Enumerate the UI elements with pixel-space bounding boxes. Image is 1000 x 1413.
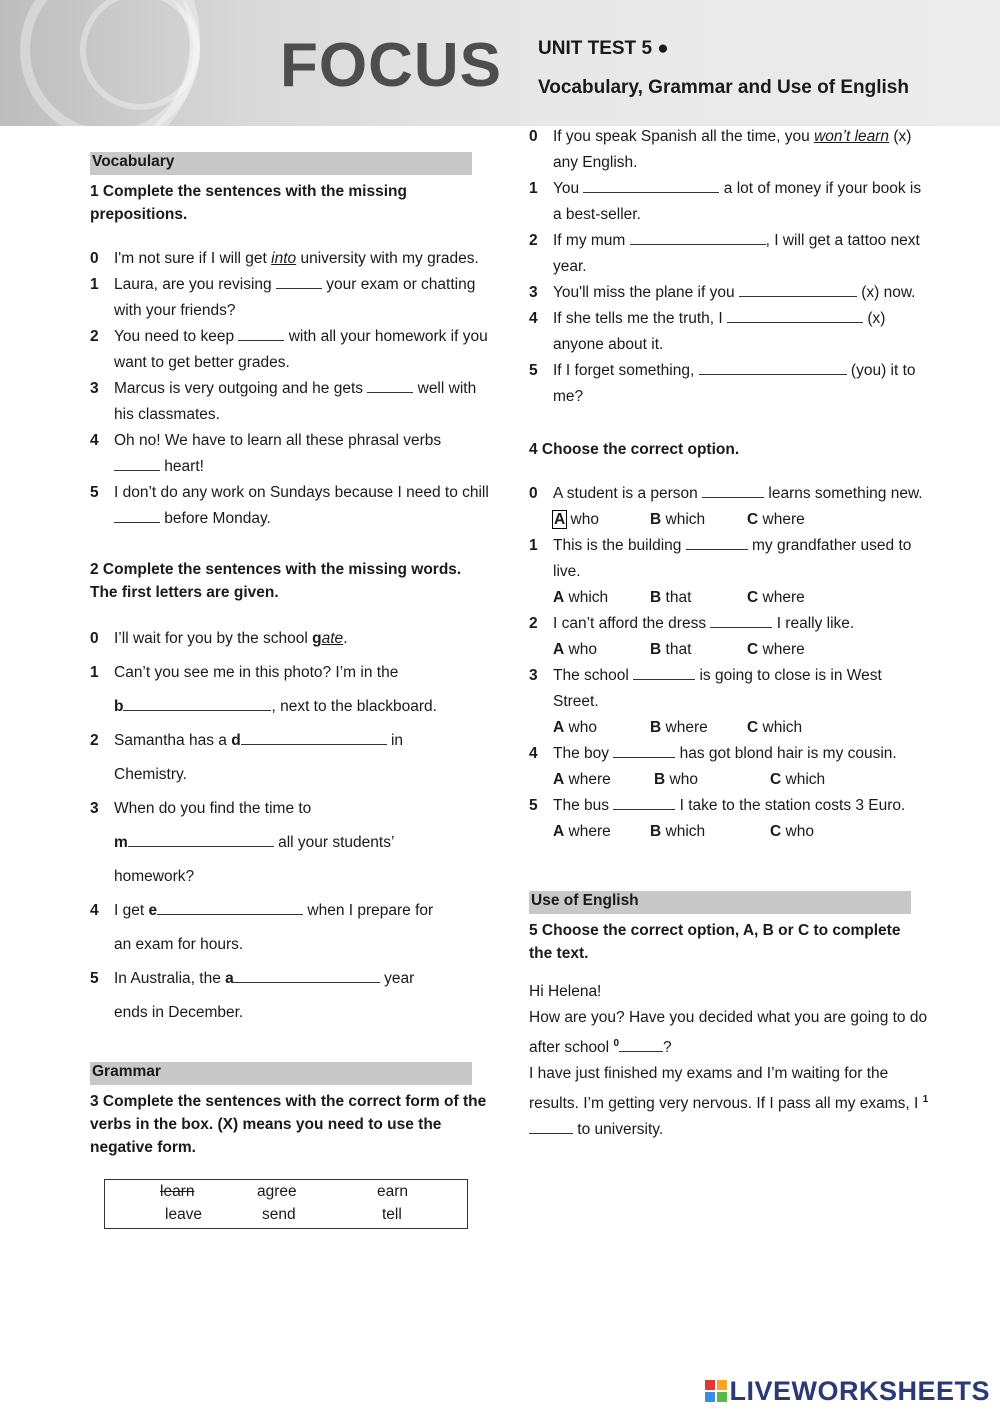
list-item — [90, 724, 490, 792]
answer-blank[interactable] — [114, 455, 160, 471]
option-c[interactable]: C where — [747, 641, 805, 658]
option-b[interactable]: B that — [650, 641, 692, 658]
item-text: Laura, are you revising — [114, 276, 276, 293]
item-text: in — [386, 732, 404, 749]
list-item — [529, 741, 929, 767]
page-subtitle: Vocabulary, Grammar and Use of English — [538, 77, 909, 98]
list-item — [529, 176, 929, 228]
item-text: Oh no! We have to learn all these phrasal verbs — [114, 432, 442, 449]
letter-paragraph — [529, 1061, 929, 1143]
task4-instruction: 4 Choose the correct option. — [529, 441, 740, 458]
answer-blank[interactable] — [702, 482, 764, 498]
answer-blank[interactable] — [367, 377, 413, 393]
item-number: 3 — [529, 667, 538, 684]
letter-text — [529, 979, 929, 1143]
list-item — [90, 376, 490, 428]
list-item — [90, 246, 490, 272]
options-row — [529, 585, 929, 611]
item-text: your exam or chatting with your friends? — [114, 276, 476, 319]
answer-blank[interactable] — [238, 325, 284, 341]
item-text: learns something new. — [764, 485, 923, 502]
answer-blank[interactable] — [241, 729, 387, 745]
task5-instruction: 5 Choose the correct option, A, B or C to complete the text. — [529, 922, 901, 962]
letter-paragraph — [529, 1005, 929, 1061]
task3-list — [529, 124, 929, 410]
answer-blank[interactable] — [727, 307, 863, 323]
item-text: Chemistry. — [114, 766, 187, 783]
box-word: agree — [257, 1183, 297, 1200]
section-heading-use-of-english: Use of English — [529, 891, 911, 914]
option-b[interactable]: B which — [650, 823, 706, 840]
item-number: 4 — [90, 902, 99, 919]
box-word: leave — [165, 1206, 203, 1223]
options-row — [529, 767, 929, 793]
unit-title: UNIT TEST 5 ● — [538, 38, 669, 59]
option-a[interactable]: A who — [554, 511, 599, 528]
answer-blank[interactable] — [529, 1118, 573, 1134]
answer-blank[interactable] — [128, 831, 274, 847]
option-b[interactable]: B that — [650, 589, 692, 606]
item-number: 4 — [90, 432, 99, 449]
item-text: If she tells me the truth, I — [553, 310, 728, 327]
item-number: 0 — [529, 485, 538, 502]
list-item — [529, 481, 929, 507]
right-column — [529, 124, 929, 1143]
word-box — [104, 1179, 468, 1229]
item-number: 3 — [90, 380, 99, 397]
example-answer: won’t learn — [814, 128, 890, 145]
list-item — [529, 280, 929, 306]
answer-blank[interactable] — [633, 664, 695, 680]
item-text: The bus — [553, 797, 614, 814]
task4-list — [529, 481, 929, 845]
logo-text: LIVEWORKSHEETS — [729, 1376, 990, 1406]
item-number: 3 — [90, 800, 99, 817]
liveworksheets-icon — [705, 1380, 727, 1402]
item-text: (x) now. — [856, 284, 916, 301]
item-number: 0 — [90, 250, 99, 267]
gap-number: 0 — [613, 1038, 619, 1049]
list-item — [90, 622, 490, 656]
item-text: ends in December. — [114, 1004, 244, 1021]
item-number: 5 — [529, 797, 538, 814]
example-answer: ate — [321, 630, 344, 647]
item-text: before Monday. — [160, 510, 271, 527]
item-text: I really like. — [772, 615, 855, 632]
item-number: 5 — [529, 362, 538, 379]
item-text: This is the building — [553, 537, 686, 554]
answer-blank[interactable] — [157, 899, 303, 915]
answer-blank[interactable] — [686, 534, 748, 550]
task1-list — [90, 246, 490, 532]
first-letter: e — [148, 902, 158, 919]
item-text: an exam for hours. — [114, 936, 244, 953]
item-number: 0 — [529, 128, 538, 145]
item-text: a lot of money if your book is a best-seller. — [553, 180, 922, 223]
box-word: tell — [382, 1206, 402, 1223]
item-text: when I prepare for — [303, 902, 434, 919]
options-row — [529, 819, 929, 845]
list-item — [90, 894, 490, 962]
list-item — [90, 324, 490, 376]
gap-number: 1 — [922, 1094, 929, 1106]
section-heading-vocabulary: Vocabulary — [90, 152, 472, 175]
item-text: I don’t do any work on Sundays because I need to chill — [114, 484, 489, 501]
item-number: 1 — [529, 537, 538, 554]
item-number: 1 — [90, 664, 99, 681]
item-text: university with my grades. — [296, 250, 479, 267]
item-text: (you) it to me? — [553, 362, 916, 405]
answer-blank[interactable] — [619, 1036, 663, 1052]
example-answer: into — [271, 250, 297, 267]
answer-blank[interactable] — [114, 507, 160, 523]
item-text: I take to the station costs 3 Euro. — [675, 797, 906, 814]
option-b[interactable]: B which — [650, 511, 706, 528]
item-text: heart! — [160, 458, 204, 475]
item-text: year — [379, 970, 415, 987]
item-text: If my mum — [553, 232, 630, 249]
item-text: You'll miss the plane if you — [553, 284, 739, 301]
item-text: I'm not sure if I will get — [114, 250, 272, 267]
box-word: learn — [160, 1183, 195, 1200]
item-number: 1 — [90, 276, 99, 293]
item-text: I can’t afford the dress — [553, 615, 711, 632]
option-a[interactable]: A where — [553, 823, 611, 840]
item-text: all your students’ — [273, 834, 395, 851]
answer-blank[interactable] — [613, 742, 675, 758]
answer-blank[interactable] — [123, 695, 271, 711]
letter-text-segment: I have just finished my exams and I’m waiting for the results. I’m getting very nervous. If I pass all my exams, I — [529, 1065, 923, 1113]
item-text: The boy — [553, 745, 614, 762]
task1-instruction: 1 Complete the sentences with the missing prepositions. — [90, 183, 407, 223]
item-number: 5 — [90, 970, 99, 987]
task3-instruction: 3 Complete the sentences with the correct form of the verbs in the box. (X) means you need to use the negative form. — [90, 1093, 487, 1156]
item-text: Marcus is very outgoing and he gets — [114, 380, 368, 397]
option-c[interactable]: C where — [747, 511, 805, 528]
option-b[interactable]: B who — [654, 771, 698, 788]
item-text: When do you find the time to — [114, 800, 312, 817]
first-letter: b — [114, 698, 124, 715]
first-letter: a — [225, 970, 234, 987]
answer-blank[interactable] — [710, 612, 772, 628]
first-letter: g — [312, 630, 322, 647]
list-item — [90, 272, 490, 324]
answer-blank[interactable] — [234, 967, 380, 983]
item-text: (x) anyone about it. — [553, 310, 886, 353]
item-number: 4 — [529, 745, 538, 762]
item-text: Samantha has a — [114, 732, 232, 749]
task2-instruction: 2 Complete the sentences with the missing words. The first letters are given. — [90, 561, 462, 601]
option-a[interactable]: A where — [553, 771, 611, 788]
item-text: The school — [553, 667, 634, 684]
item-text: has got blond hair is my cousin. — [675, 745, 897, 762]
answer-blank[interactable] — [739, 281, 857, 297]
box-word: send — [262, 1206, 296, 1223]
option-b[interactable]: B where — [650, 719, 708, 736]
option-c[interactable]: C which — [747, 719, 803, 736]
item-number: 1 — [529, 180, 538, 197]
options-row — [529, 637, 929, 663]
options-row — [529, 715, 929, 741]
item-number: 0 — [90, 630, 99, 647]
item-number: 3 — [529, 284, 538, 301]
answer-blank[interactable] — [630, 229, 766, 245]
answer-blank[interactable] — [699, 359, 847, 375]
item-text: A student is a person — [553, 485, 703, 502]
item-text: You need to keep — [114, 328, 239, 345]
left-column — [90, 152, 490, 1229]
brand-logo: FOCUS — [280, 31, 502, 100]
first-letter: d — [231, 732, 241, 749]
item-text: . — [343, 630, 348, 647]
item-text: Can’t you see me in this photo? I’m in the — [114, 664, 399, 681]
item-text: I get — [114, 902, 149, 919]
page-header — [0, 0, 1000, 126]
item-text: You — [553, 180, 584, 197]
item-number: 4 — [529, 310, 538, 327]
item-text: I’ll wait for you by the school — [114, 630, 313, 647]
item-text: with all your homework if you want to get better grades. — [114, 328, 488, 371]
answer-blank[interactable] — [276, 273, 322, 289]
list-item — [90, 792, 490, 894]
list-item — [529, 358, 929, 410]
list-item — [529, 793, 929, 819]
option-c[interactable]: C where — [747, 589, 805, 606]
list-item — [90, 656, 490, 724]
item-text: If you speak Spanish all the time, you — [553, 128, 815, 145]
liveworksheets-logo[interactable] — [705, 1376, 990, 1407]
item-text: (x) any English. — [553, 128, 912, 171]
list-item — [529, 306, 929, 358]
item-text: In Australia, the — [114, 970, 226, 987]
item-number: 2 — [529, 232, 538, 249]
options-row — [529, 507, 929, 533]
list-item — [529, 533, 929, 585]
item-text: is going to close is in West Street. — [553, 667, 882, 710]
item-text: If I forget something, — [553, 362, 699, 379]
task2-list — [90, 622, 490, 1030]
letter-text-segment: to university. — [573, 1121, 664, 1139]
option-a[interactable]: A which — [553, 589, 609, 606]
list-item — [529, 611, 929, 637]
section-heading-grammar: Grammar — [90, 1062, 472, 1085]
item-number: 2 — [529, 615, 538, 632]
letter-text-segment: How are you? Have you decided what you are going to do after school — [529, 1009, 928, 1057]
list-item — [529, 663, 929, 715]
option-c[interactable]: C which — [770, 771, 826, 788]
letter-greeting: Hi Helena! — [529, 983, 602, 1000]
list-item — [90, 962, 490, 1030]
first-letter: m — [114, 834, 128, 851]
answer-blank[interactable] — [613, 794, 675, 810]
option-a[interactable]: A who — [553, 719, 597, 736]
box-word: earn — [377, 1183, 409, 1200]
item-text: homework? — [114, 868, 195, 885]
list-item — [529, 228, 929, 280]
item-text: well with his classmates. — [114, 380, 477, 423]
answer-blank[interactable] — [583, 177, 719, 193]
item-number: 2 — [90, 732, 99, 749]
item-text: , I will get a tattoo next year. — [553, 232, 920, 275]
item-text: my grandfather used to live. — [553, 537, 912, 580]
letter-text-segment: ? — [663, 1039, 672, 1057]
item-number: 5 — [90, 484, 99, 501]
list-item — [90, 428, 490, 480]
option-c[interactable]: C who — [770, 823, 814, 840]
list-item — [90, 480, 490, 532]
item-number: 2 — [90, 328, 99, 345]
item-text: , next to the blackboard. — [271, 698, 437, 715]
list-item — [529, 124, 929, 176]
option-a[interactable]: A who — [553, 641, 597, 658]
